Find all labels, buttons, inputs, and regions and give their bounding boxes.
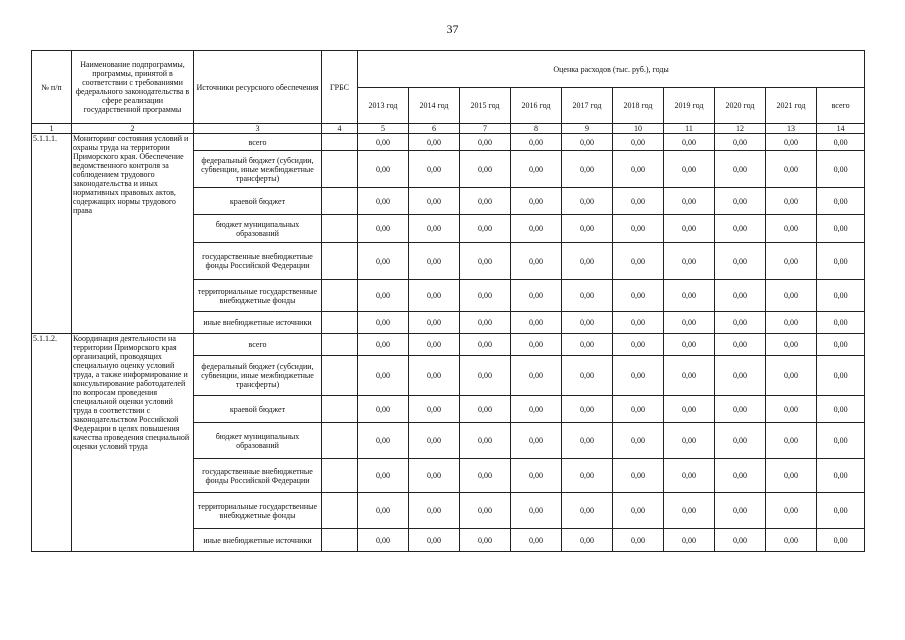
value-cell: 0,00 [562, 423, 613, 459]
value-cell: 0,00 [613, 280, 664, 312]
value-cell: 0,00 [511, 356, 562, 396]
value-cell: 0,00 [664, 423, 715, 459]
header-year: всего [817, 88, 865, 124]
column-index: 2 [72, 124, 194, 134]
grbs-cell [322, 243, 358, 280]
value-cell: 0,00 [817, 215, 865, 243]
value-cell: 0,00 [358, 493, 409, 529]
column-index: 14 [817, 124, 865, 134]
funding-source: краевой бюджет [194, 188, 322, 215]
funding-source: иные внебюджетные источники [194, 529, 322, 552]
funding-source: бюджет муниципальных образований [194, 215, 322, 243]
value-cell: 0,00 [511, 396, 562, 423]
funding-source: территориальные государственные внебюджетные фонды [194, 280, 322, 312]
value-cell: 0,00 [358, 151, 409, 188]
value-cell: 0,00 [613, 151, 664, 188]
value-cell: 0,00 [766, 529, 817, 552]
value-cell: 0,00 [715, 334, 766, 356]
value-cell: 0,00 [664, 396, 715, 423]
value-cell: 0,00 [358, 280, 409, 312]
value-cell: 0,00 [460, 215, 511, 243]
value-cell: 0,00 [358, 215, 409, 243]
value-cell: 0,00 [460, 423, 511, 459]
value-cell: 0,00 [511, 493, 562, 529]
grbs-cell [322, 529, 358, 552]
value-cell: 0,00 [358, 459, 409, 493]
header-year: 2013 год [358, 88, 409, 124]
column-index: 5 [358, 124, 409, 134]
funding-source: краевой бюджет [194, 396, 322, 423]
value-cell: 0,00 [715, 529, 766, 552]
value-cell: 0,00 [817, 396, 865, 423]
value-cell: 0,00 [409, 134, 460, 151]
value-cell: 0,00 [511, 151, 562, 188]
column-index: 8 [511, 124, 562, 134]
header-num: № п/п [32, 51, 72, 124]
value-cell: 0,00 [460, 312, 511, 334]
value-cell: 0,00 [613, 459, 664, 493]
value-cell: 0,00 [613, 215, 664, 243]
value-cell: 0,00 [460, 188, 511, 215]
value-cell: 0,00 [562, 188, 613, 215]
value-cell: 0,00 [562, 134, 613, 151]
funding-source: всего [194, 334, 322, 356]
value-cell: 0,00 [715, 188, 766, 215]
value-cell: 0,00 [715, 134, 766, 151]
value-cell: 0,00 [511, 243, 562, 280]
value-cell: 0,00 [409, 280, 460, 312]
value-cell: 0,00 [358, 356, 409, 396]
value-cell: 0,00 [613, 243, 664, 280]
value-cell: 0,00 [511, 423, 562, 459]
header-year: 2019 год [664, 88, 715, 124]
column-index: 10 [613, 124, 664, 134]
value-cell: 0,00 [409, 396, 460, 423]
value-cell: 0,00 [664, 334, 715, 356]
page-number: 37 [446, 22, 459, 36]
grbs-cell [322, 423, 358, 459]
value-cell: 0,00 [409, 243, 460, 280]
value-cell: 0,00 [613, 493, 664, 529]
column-index: 13 [766, 124, 817, 134]
value-cell: 0,00 [562, 529, 613, 552]
value-cell: 0,00 [715, 396, 766, 423]
value-cell: 0,00 [562, 334, 613, 356]
value-cell: 0,00 [664, 243, 715, 280]
funding-source: государственные внебюджетные фонды Российской Федерации [194, 243, 322, 280]
value-cell: 0,00 [817, 493, 865, 529]
header-grbs: ГРБС [322, 51, 358, 124]
funding-source: федеральный бюджет (субсидии, субвенции, иные межбюджетные трансферты) [194, 356, 322, 396]
value-cell: 0,00 [409, 215, 460, 243]
value-cell: 0,00 [664, 151, 715, 188]
column-index: 9 [562, 124, 613, 134]
funding-source: всего [194, 134, 322, 151]
value-cell: 0,00 [664, 215, 715, 243]
grbs-cell [322, 396, 358, 423]
value-cell: 0,00 [562, 312, 613, 334]
column-index: 4 [322, 124, 358, 134]
value-cell: 0,00 [817, 188, 865, 215]
value-cell: 0,00 [613, 334, 664, 356]
funding-source: федеральный бюджет (субсидии, субвенции, иные межбюджетные трансферты) [194, 151, 322, 188]
funding-source: территориальные государственные внебюджетные фонды [194, 493, 322, 529]
grbs-cell [322, 134, 358, 151]
header-year: 2014 год [409, 88, 460, 124]
value-cell: 0,00 [817, 529, 865, 552]
value-cell: 0,00 [562, 356, 613, 396]
value-cell: 0,00 [511, 188, 562, 215]
value-cell: 0,00 [817, 334, 865, 356]
column-index: 11 [664, 124, 715, 134]
grbs-cell [322, 459, 358, 493]
value-cell: 0,00 [715, 280, 766, 312]
value-cell: 0,00 [664, 312, 715, 334]
header-year: 2020 год [715, 88, 766, 124]
value-cell: 0,00 [511, 529, 562, 552]
value-cell: 0,00 [766, 134, 817, 151]
value-cell: 0,00 [613, 529, 664, 552]
table-row [32, 134, 865, 151]
value-cell: 0,00 [664, 493, 715, 529]
value-cell: 0,00 [817, 243, 865, 280]
value-cell: 0,00 [409, 312, 460, 334]
header-year: 2015 год [460, 88, 511, 124]
value-cell: 0,00 [664, 134, 715, 151]
value-cell: 0,00 [460, 151, 511, 188]
column-index: 7 [460, 124, 511, 134]
value-cell: 0,00 [511, 312, 562, 334]
column-index: 12 [715, 124, 766, 134]
value-cell: 0,00 [715, 243, 766, 280]
value-cell: 0,00 [511, 280, 562, 312]
value-cell: 0,00 [613, 356, 664, 396]
value-cell: 0,00 [460, 134, 511, 151]
header-name: Наименование подпрограммы, программы, принятой в соответствии с требованиями федерального законодательства в сфере реализации государственной программы [72, 51, 194, 124]
header-year: 2017 год [562, 88, 613, 124]
value-cell: 0,00 [715, 459, 766, 493]
header-estimate: Оценка расходов (тыс. руб.), годы [358, 51, 865, 88]
funding-source: государственные внебюджетные фонды Российской Федерации [194, 459, 322, 493]
value-cell: 0,00 [715, 423, 766, 459]
grbs-cell [322, 334, 358, 356]
value-cell: 0,00 [409, 188, 460, 215]
value-cell: 0,00 [460, 243, 511, 280]
value-cell: 0,00 [409, 423, 460, 459]
column-index: 3 [194, 124, 322, 134]
value-cell: 0,00 [358, 243, 409, 280]
value-cell: 0,00 [460, 459, 511, 493]
value-cell: 0,00 [409, 529, 460, 552]
value-cell: 0,00 [460, 493, 511, 529]
value-cell: 0,00 [766, 215, 817, 243]
value-cell: 0,00 [766, 493, 817, 529]
value-cell: 0,00 [511, 459, 562, 493]
value-cell: 0,00 [613, 396, 664, 423]
value-cell: 0,00 [511, 134, 562, 151]
value-cell: 0,00 [817, 280, 865, 312]
value-cell: 0,00 [409, 493, 460, 529]
value-cell: 0,00 [613, 134, 664, 151]
value-cell: 0,00 [817, 459, 865, 493]
header-source: Источники ресурсного обеспечения [194, 51, 322, 124]
value-cell: 0,00 [511, 334, 562, 356]
value-cell: 0,00 [664, 280, 715, 312]
value-cell: 0,00 [460, 280, 511, 312]
grbs-cell [322, 280, 358, 312]
value-cell: 0,00 [613, 312, 664, 334]
value-cell: 0,00 [358, 134, 409, 151]
value-cell: 0,00 [358, 396, 409, 423]
value-cell: 0,00 [460, 356, 511, 396]
grbs-cell [322, 493, 358, 529]
value-cell: 0,00 [817, 312, 865, 334]
value-cell: 0,00 [562, 493, 613, 529]
value-cell: 0,00 [613, 188, 664, 215]
row-name: Мониторинг состояния условий и охраны труда на территории Приморского края. Обеспечение ведомственного контроля за соблюдением трудового законодательства и иных нормативных правовых актов, содержащих нормы трудового права [72, 134, 194, 334]
value-cell: 0,00 [766, 396, 817, 423]
value-cell: 0,00 [358, 423, 409, 459]
value-cell: 0,00 [664, 188, 715, 215]
value-cell: 0,00 [409, 334, 460, 356]
value-cell: 0,00 [664, 356, 715, 396]
value-cell: 0,00 [613, 423, 664, 459]
value-cell: 0,00 [664, 459, 715, 493]
value-cell: 0,00 [562, 459, 613, 493]
value-cell: 0,00 [358, 334, 409, 356]
value-cell: 0,00 [460, 334, 511, 356]
value-cell: 0,00 [715, 356, 766, 396]
header-year: 2018 год [613, 88, 664, 124]
grbs-cell [322, 215, 358, 243]
header-year: 2021 год [766, 88, 817, 124]
value-cell: 0,00 [766, 459, 817, 493]
value-cell: 0,00 [358, 529, 409, 552]
value-cell: 0,00 [766, 423, 817, 459]
value-cell: 0,00 [511, 215, 562, 243]
value-cell: 0,00 [358, 188, 409, 215]
value-cell: 0,00 [358, 312, 409, 334]
value-cell: 0,00 [460, 396, 511, 423]
funding-source: иные внебюджетные источники [194, 312, 322, 334]
value-cell: 0,00 [817, 423, 865, 459]
value-cell: 0,00 [766, 356, 817, 396]
value-cell: 0,00 [817, 151, 865, 188]
table-row [32, 334, 865, 356]
value-cell: 0,00 [766, 188, 817, 215]
value-cell: 0,00 [562, 396, 613, 423]
grbs-cell [322, 151, 358, 188]
header-year: 2016 год [511, 88, 562, 124]
value-cell: 0,00 [715, 312, 766, 334]
row-name: Координация деятельности на территории Приморского края организаций, проводящих специальную оценку условий труда, а также информирование и консультирование работодателей по вопросам проведения специальной оценки условий труда в соответствии с законодательством Российской Федерации в целях повышения качества проведения специальной оценки условий труда [72, 334, 194, 552]
value-cell: 0,00 [715, 493, 766, 529]
value-cell: 0,00 [409, 151, 460, 188]
row-code: 5.1.1.1. [32, 134, 72, 334]
column-index: 1 [32, 124, 72, 134]
value-cell: 0,00 [460, 529, 511, 552]
budget-table [31, 50, 865, 552]
value-cell: 0,00 [562, 215, 613, 243]
funding-source: бюджет муниципальных образований [194, 423, 322, 459]
value-cell: 0,00 [817, 356, 865, 396]
row-code: 5.1.1.2. [32, 334, 72, 552]
grbs-cell [322, 188, 358, 215]
value-cell: 0,00 [409, 459, 460, 493]
value-cell: 0,00 [562, 243, 613, 280]
value-cell: 0,00 [409, 356, 460, 396]
value-cell: 0,00 [817, 134, 865, 151]
value-cell: 0,00 [562, 151, 613, 188]
value-cell: 0,00 [715, 215, 766, 243]
value-cell: 0,00 [562, 280, 613, 312]
value-cell: 0,00 [766, 312, 817, 334]
value-cell: 0,00 [664, 529, 715, 552]
value-cell: 0,00 [715, 151, 766, 188]
grbs-cell [322, 356, 358, 396]
value-cell: 0,00 [766, 280, 817, 312]
value-cell: 0,00 [766, 334, 817, 356]
column-index: 6 [409, 124, 460, 134]
grbs-cell [322, 312, 358, 334]
value-cell: 0,00 [766, 151, 817, 188]
value-cell: 0,00 [766, 243, 817, 280]
